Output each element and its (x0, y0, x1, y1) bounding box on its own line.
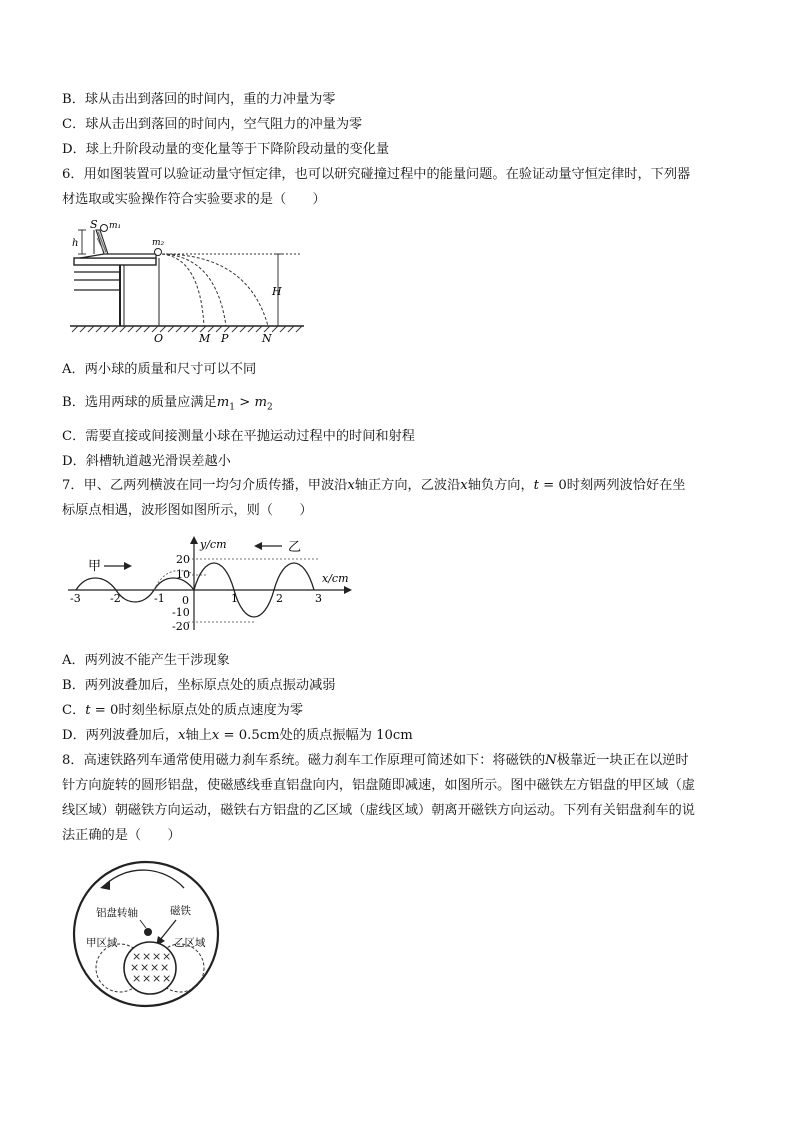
q7-stem1-t: t (533, 478, 539, 493)
q6-option-d: D．斜槽轨道越光滑误差越小 (62, 454, 231, 469)
q7-y-tick-10: 10 (176, 568, 190, 581)
q7-stem1-c: 轴负方向， (467, 478, 534, 493)
q7-option-c-prefix: C． (62, 703, 86, 718)
svg-text:×: × (132, 950, 142, 963)
q7-y-tick-neg20: -20 (172, 620, 190, 633)
q6-label-O: O (154, 332, 164, 344)
q7-option-c (62, 702, 303, 720)
svg-text:×: × (152, 950, 162, 963)
q7-x-tick-neg3: -3 (70, 592, 81, 605)
q5-option-b: B．球从击出到落回的时间内，重的力冲量为零 (62, 92, 336, 107)
q6-label-m1: m₁ (109, 221, 122, 231)
svg-text:×: × (152, 972, 162, 985)
q7-x-tick-neg1: -1 (154, 592, 165, 605)
q8-label-yi: 乙区域 (174, 937, 206, 949)
q8-stem-line2: 针方向旋转的圆形铝盘，使磁感线垂直铝盘向内，铝盘随即减速，如图所示。图中磁铁左方铝盘的甲区域（虚 (62, 778, 695, 793)
q6-label-h: h (72, 238, 79, 249)
q6-label-H: H (272, 285, 282, 298)
q8-stem1-a: 8．高速铁路列车通常使用磁力刹车系统。磁力刹车工作原理可简述如下：将磁铁的 (62, 753, 546, 768)
q6-label-M: M (199, 332, 211, 344)
q6-option-b-sub1: 1 (229, 402, 236, 413)
q7-option-a: A．两列波不能产生干涉现象 (62, 653, 230, 668)
q7-stem-line1 (62, 477, 685, 495)
q6-stem-line1: 6．用如图装置可以验证动量守恒定律，也可以研究碰撞过程中的能量问题。在验证动量守恒定律时，下列器 (62, 167, 691, 182)
q8-stem-line4: 法正确的是（ ） (62, 828, 181, 843)
q7-x-tick-3: 3 (315, 592, 322, 605)
q7-option-d-a: D．两列波叠加后， (62, 728, 179, 743)
q8-label-axis: 铝盘转轴 (96, 907, 138, 919)
q6-option-b (62, 394, 273, 417)
q6-label-P: P (221, 332, 229, 344)
q7-x-tick-1: 1 (231, 592, 238, 605)
q7-x-tick-2: 2 (276, 592, 283, 605)
svg-text:×: × (130, 961, 140, 974)
svg-text:×: × (150, 961, 160, 974)
q7-option-c-rest: = 0时刻坐标原点处的质点速度为零 (90, 703, 304, 718)
svg-text:×: × (162, 972, 172, 985)
q6-collision-apparatus-figure (68, 214, 308, 344)
q7-stem1-a: 7．甲、乙两列横波在同一均匀介质传播，甲波沿 (62, 478, 348, 493)
q6-option-b-m1: m (216, 395, 230, 410)
svg-text:×: × (160, 961, 170, 974)
q7-stem-line2: 标原点相遇，波形图如图所示，则（ ） (62, 503, 313, 518)
q6-option-c: C．需要直接或间接测量小球在平抛运动过程中的时间和射程 (62, 429, 415, 444)
q7-option-d (62, 727, 413, 745)
q8-stem1-n: N (545, 753, 557, 768)
q7-stem1-x1: x (347, 478, 355, 493)
q7-stem1-b: 轴正方向，乙波沿 (354, 478, 461, 493)
q7-label-jia: 甲 (88, 559, 102, 574)
svg-text:×: × (162, 950, 172, 963)
q8-label-jia: 甲区域 (86, 937, 118, 949)
q7-label-yi: 乙 (288, 540, 302, 555)
q5-option-c: C．球从击出到落回的时间内，空气阻力的冲量为零 (62, 117, 363, 132)
q8-stem-line1 (62, 752, 689, 770)
q7-y-tick-neg10: -10 (172, 606, 190, 619)
q8-aluminum-disc-figure (66, 860, 226, 1010)
q7-y-axis-label: y/cm (200, 538, 227, 551)
q6-label-N: N (262, 332, 272, 344)
q8-stem-line3: 线区域）朝磁铁方向运动，磁铁右方铝盘的乙区域（虚线区域）朝离开磁铁方向运动。下列有关铝盘刹车的说 (62, 803, 695, 818)
q6-option-b-sub2: 2 (266, 402, 273, 413)
q6-option-b-gt: > (235, 395, 255, 410)
svg-text:×: × (132, 972, 142, 985)
q6-label-s: S (90, 218, 98, 231)
q6-option-b-m2: m (254, 395, 267, 410)
q7-option-b: B．两列波叠加后，坐标原点处的质点振动减弱 (62, 678, 336, 693)
q7-x-tick-neg2: -2 (110, 592, 121, 605)
q7-option-d-b: 轴上 (185, 728, 212, 743)
q7-option-c-t: t (85, 703, 91, 718)
q6-stem-line2: 材选取或实验操作符合实验要求的是（ ） (62, 192, 326, 207)
q6-option-b-prefix: B．选用两球的质量应满足 (62, 395, 217, 410)
svg-text:×: × (142, 972, 152, 985)
q6-option-a: A．两小球的质量和尺寸可以不同 (62, 362, 257, 377)
q7-option-d-c: = 0.5cm处的质点振幅为 10cm (219, 728, 413, 743)
q5-option-d: D．球上升阶段动量的变化量等于下降阶段动量的变化量 (62, 142, 390, 157)
q7-stem1-x2: x (460, 478, 468, 493)
q8-stem1-b: 极靠近一块正在以逆时 (556, 753, 689, 768)
svg-text:×: × (142, 950, 152, 963)
q7-x-axis-label: x/cm (322, 572, 349, 585)
q7-y-tick-0: 0 (182, 594, 189, 607)
svg-text:×: × (140, 961, 150, 974)
q7-option-d-x2: x (211, 728, 220, 743)
q6-label-m2: m₂ (152, 238, 165, 248)
q7-y-tick-20: 20 (176, 553, 190, 566)
q7-option-d-x1: x (178, 728, 186, 743)
q7-wave-graph-figure (60, 534, 360, 636)
q8-label-magnet: 磁铁 (170, 905, 191, 917)
q7-stem1-d: = 0时刻两列波恰好在坐 (538, 478, 686, 493)
